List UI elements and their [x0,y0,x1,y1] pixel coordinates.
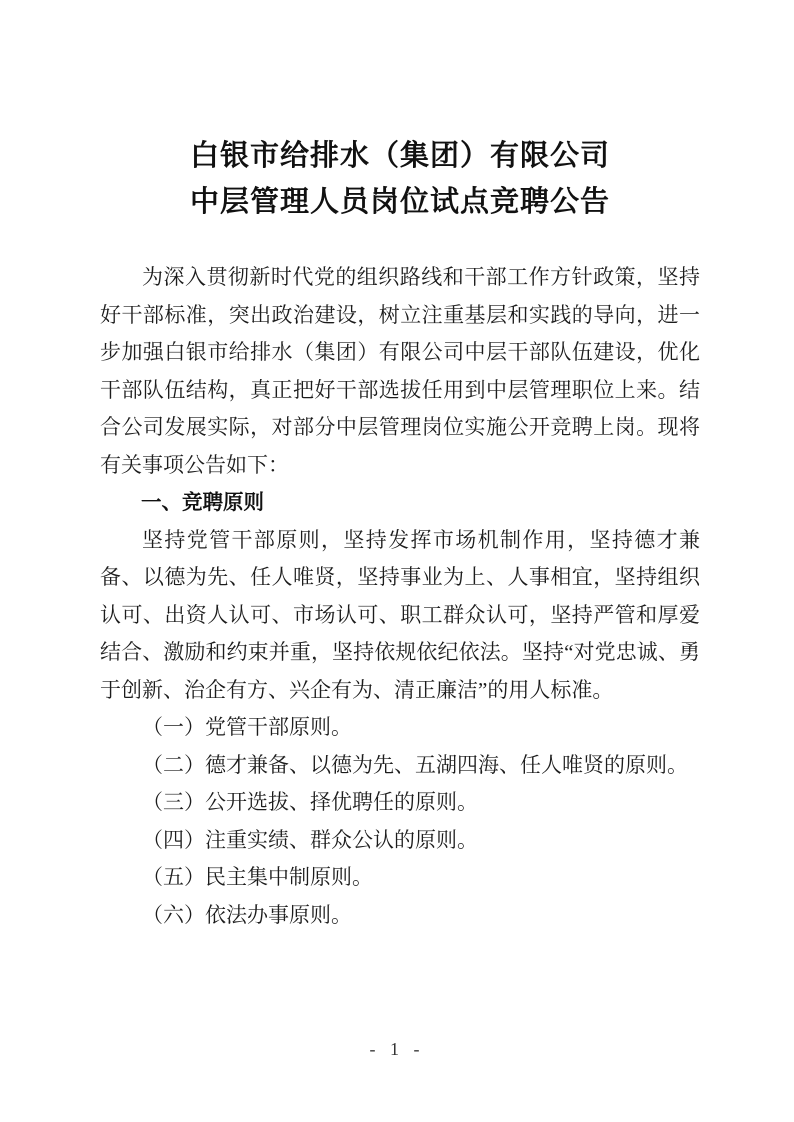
document-content [100,133,700,934]
principle-item-1: （一）党管干部原则。 [142,715,352,739]
opening-paragraph: 为深入贯彻新时代党的组织路线和干部工作方针政策，坚持好干部标准，突出政治建设，树立注重基层和实践的导向，进一步加强白银市给排水（集团）有限公司中层干部队伍建设，优化干部队伍结构，真正把好干部选拔任用到中层管理职位上来。结合公司发展实际，对部分中层管理岗位实施公开竞聘上岗。现将有关事项公告如下： [100,265,700,477]
document-title [100,133,700,225]
section-heading-principles: 一、竞聘原则 [141,491,264,514]
page-number: - 1 - [369,1039,425,1059]
principle-item-5: （五）民主集中制原则。 [142,865,373,889]
principle-item-4: （四）注重实绩、群众公认的原则。 [142,827,478,852]
principle-item-3: （三）公开选拔、择优聘任的原则。 [142,790,478,814]
document-title-line2: 中层管理人员岗位试点竞聘公告 [189,186,610,218]
document-body [100,259,700,934]
principle-item-6: （六）依法办事原则。 [142,902,352,927]
document-title-line1: 白银市给排水（集团）有限公司 [189,140,610,172]
principles-paragraph: 坚持党管干部原则，坚持发挥市场机制作用，坚持德才兼备、以德为先、任人唯贤，坚持事业为上、人事相宜，坚持组织认可、出资人认可、市场认可、职工群众认可，坚持严管和厚爱结合、激励和约束并重，坚持依规依纪依法。坚持“对党忠诚、勇于创新、治企有方、兴企有为、清正廉洁”的用人标准。 [100,527,700,702]
principle-item-2: （二）德才兼备、以德为先、五湖四海、任人唯贤的原则。 [142,752,688,777]
